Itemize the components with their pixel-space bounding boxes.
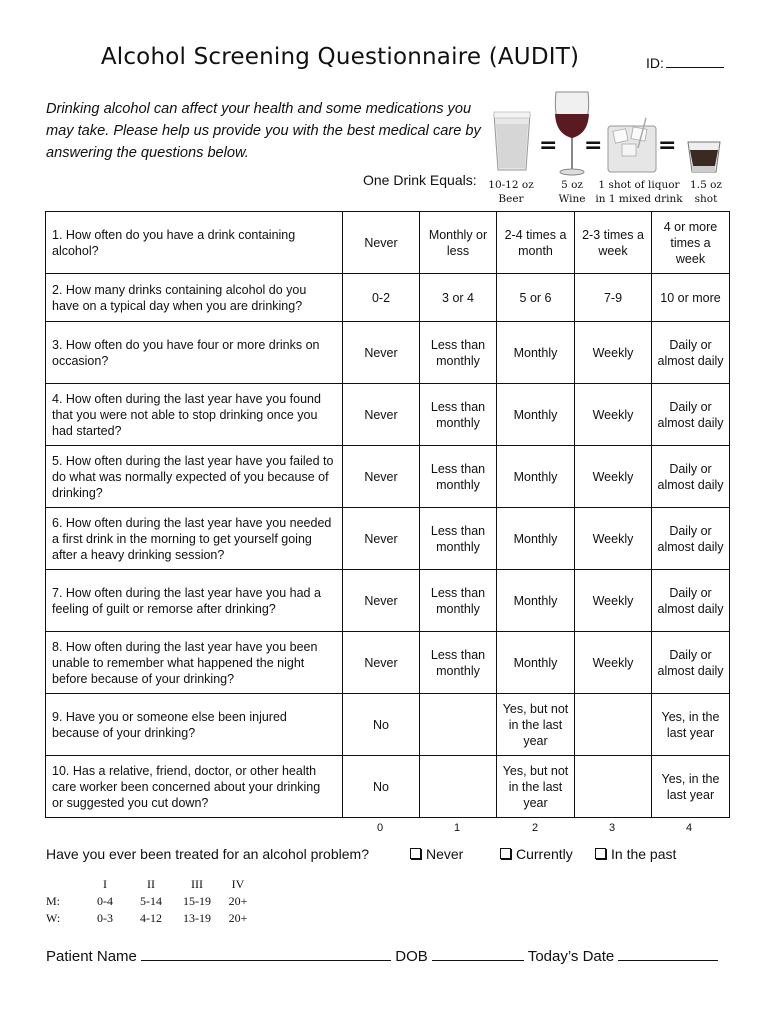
- answer-option-cell[interactable]: [420, 756, 497, 818]
- answer-option-cell[interactable]: Weekly: [575, 322, 652, 384]
- question-text: 1. How often do you have a drink containing alcohol?: [46, 212, 343, 274]
- answer-option-cell[interactable]: Weekly: [575, 384, 652, 446]
- treated-question: Have you ever been treated for an alcohol problem?: [46, 846, 369, 862]
- women-label: W:: [46, 911, 61, 925]
- answer-option-cell[interactable]: Weekly: [575, 632, 652, 694]
- drink-caption-mixed: [592, 178, 686, 206]
- question-row: [46, 508, 730, 570]
- women-range: 13-19: [183, 911, 211, 925]
- answer-option-cell[interactable]: Monthly: [497, 446, 575, 508]
- option-label: In the past: [611, 846, 677, 862]
- score-label-2: 2: [531, 822, 539, 834]
- patient-name-field[interactable]: [141, 946, 391, 961]
- id-blank-line[interactable]: [666, 55, 724, 68]
- question-text: 5. How often during the last year have you failed to do what was normally expected of you because of drinking?: [46, 446, 343, 508]
- intro-text: Drinking alcohol can affect your health and some medications you may take. Please help us provide you with the best medical care by answering the questions below.: [46, 101, 481, 161]
- answer-option-cell[interactable]: Yes, in the last year: [652, 694, 730, 756]
- question-row: [46, 384, 730, 446]
- scoring-zones: [46, 876, 256, 927]
- answer-option-cell[interactable]: Less than monthly: [420, 322, 497, 384]
- zone-label: III: [191, 877, 203, 891]
- drink-caption-beer: [486, 178, 536, 206]
- dob-field[interactable]: [432, 946, 524, 961]
- answer-option-cell[interactable]: 5 or 6: [497, 274, 575, 322]
- treated-option-never[interactable]: [410, 846, 463, 862]
- drink-caption-line: 1 shot of liquor: [598, 179, 680, 191]
- answer-option-cell[interactable]: [575, 756, 652, 818]
- answer-option-cell[interactable]: Never: [343, 212, 420, 274]
- answer-option-cell[interactable]: Daily or almost daily: [652, 570, 730, 632]
- answer-option-cell[interactable]: Yes, in the last year: [652, 756, 730, 818]
- drink-caption-wine: [552, 178, 592, 206]
- score-label-1: 1: [453, 822, 461, 834]
- answer-option-cell[interactable]: No: [343, 756, 420, 818]
- checkbox-icon[interactable]: [500, 848, 511, 859]
- page-title: Alcohol Screening Questionnaire (AUDIT): [100, 44, 580, 70]
- equals-sign-1: =: [539, 133, 558, 158]
- drink-caption-line: shot: [694, 193, 718, 205]
- answer-option-cell[interactable]: Yes, but not in the last year: [497, 694, 575, 756]
- answer-option-cell[interactable]: Monthly: [497, 632, 575, 694]
- answer-option-cell[interactable]: 2-4 times a month: [497, 212, 575, 274]
- drink-caption-line: Beer: [498, 193, 524, 205]
- answer-option-cell[interactable]: Daily or almost daily: [652, 508, 730, 570]
- equals-sign-3: =: [658, 133, 677, 158]
- score-label-3: 3: [608, 822, 616, 834]
- answer-option-cell[interactable]: Monthly: [497, 508, 575, 570]
- answer-option-cell[interactable]: Never: [343, 322, 420, 384]
- mixed-drink-icon: [608, 118, 656, 172]
- question-text: 4. How often during the last year have you found that you were not able to stop drinking once you had started?: [46, 384, 343, 446]
- answer-option-cell[interactable]: 4 or more times a week: [652, 212, 730, 274]
- answer-option-cell[interactable]: Never: [343, 508, 420, 570]
- answer-option-cell[interactable]: Yes, but not in the last year: [497, 756, 575, 818]
- drink-caption-shot: [686, 178, 726, 206]
- answer-option-cell[interactable]: Never: [343, 446, 420, 508]
- answer-option-cell[interactable]: Never: [343, 570, 420, 632]
- question-text: 3. How often do you have four or more drinks on occasion?: [46, 322, 343, 384]
- option-label: Never: [426, 846, 464, 862]
- question-row: [46, 274, 730, 322]
- answer-option-cell[interactable]: 3 or 4: [420, 274, 497, 322]
- answer-option-cell[interactable]: Weekly: [575, 570, 652, 632]
- answer-option-cell[interactable]: Less than monthly: [420, 446, 497, 508]
- men-range: 20+: [228, 894, 248, 908]
- question-row: [46, 322, 730, 384]
- question-text: 7. How often during the last year have you had a feeling of guilt or remorse after drinking?: [46, 570, 343, 632]
- todays-date-field[interactable]: [618, 946, 718, 961]
- zone-label: II: [147, 877, 155, 891]
- men-label: M:: [46, 894, 61, 908]
- question-text: 9. Have you or someone else been injured because of your drinking?: [46, 694, 343, 756]
- one-drink-label: One Drink Equals:: [363, 172, 477, 188]
- answer-option-cell[interactable]: Less than monthly: [420, 632, 497, 694]
- id-field[interactable]: [646, 55, 724, 71]
- answer-option-cell[interactable]: Less than monthly: [420, 570, 497, 632]
- treated-option-past[interactable]: [595, 846, 676, 862]
- men-range: 15-19: [183, 894, 211, 908]
- checkbox-icon[interactable]: [595, 848, 606, 859]
- question-row: [46, 694, 730, 756]
- answer-option-cell[interactable]: Weekly: [575, 508, 652, 570]
- answer-option-cell[interactable]: Daily or almost daily: [652, 446, 730, 508]
- score-label-4: 4: [685, 822, 693, 834]
- drink-caption-line: in 1 mixed drink: [595, 193, 683, 205]
- answer-option-cell[interactable]: Daily or almost daily: [652, 632, 730, 694]
- dob-label: DOB: [395, 948, 428, 965]
- equals-sign-2: =: [584, 133, 603, 158]
- question-text: 2. How many drinks containing alcohol do you have on a typical day when you are drinking?: [46, 274, 343, 322]
- answer-option-cell[interactable]: Never: [343, 384, 420, 446]
- answer-option-cell[interactable]: Less than monthly: [420, 508, 497, 570]
- answer-option-cell[interactable]: Daily or almost daily: [652, 384, 730, 446]
- drink-caption-line: 1.5 oz: [690, 179, 722, 191]
- answer-option-cell[interactable]: Daily or almost daily: [652, 322, 730, 384]
- women-range: 4-12: [140, 911, 162, 925]
- answer-option-cell[interactable]: [575, 694, 652, 756]
- drink-equivalents: [486, 88, 726, 213]
- answer-option-cell[interactable]: Monthly: [497, 570, 575, 632]
- id-label: ID:: [646, 55, 664, 71]
- shot-glass-icon: [688, 142, 720, 172]
- answer-option-cell[interactable]: 0-2: [343, 274, 420, 322]
- question-row: [46, 212, 730, 274]
- men-range: 5-14: [140, 894, 162, 908]
- question-row: [46, 756, 730, 818]
- drink-caption-line: Wine: [558, 193, 586, 205]
- zone-label: I: [103, 877, 107, 891]
- men-range: 0-4: [97, 894, 113, 908]
- option-label: Currently: [516, 846, 573, 862]
- question-text: 6. How often during the last year have you needed a first drink in the morning to get yourself going after a heavy drinking session?: [46, 508, 343, 570]
- question-text: 8. How often during the last year have you been unable to remember what happened the night before because of your drinking?: [46, 632, 343, 694]
- answer-option-cell[interactable]: Monthly: [497, 322, 575, 384]
- treated-option-currently[interactable]: [500, 846, 573, 862]
- answer-option-cell[interactable]: 10 or more: [652, 274, 730, 322]
- question-text: 10. Has a relative, friend, doctor, or other health care worker been concerned about your drinking or suggested you cut down?: [46, 756, 343, 818]
- audit-questionnaire-table: [45, 211, 730, 818]
- checkbox-icon[interactable]: [410, 848, 421, 859]
- drink-equivalents-illustration: [486, 88, 726, 180]
- question-row: [46, 446, 730, 508]
- answer-option-cell[interactable]: Monthly or less: [420, 212, 497, 274]
- answer-option-cell[interactable]: Monthly: [497, 384, 575, 446]
- women-range: 20+: [228, 911, 248, 925]
- answer-option-cell[interactable]: 2-3 times a week: [575, 212, 652, 274]
- todays-date-label: Today’s Date: [527, 948, 615, 965]
- patient-name-label: Patient Name: [46, 948, 137, 965]
- answer-option-cell[interactable]: No: [343, 694, 420, 756]
- answer-option-cell[interactable]: [420, 694, 497, 756]
- question-row: [46, 570, 730, 632]
- patient-info-footer: [46, 946, 718, 965]
- answer-option-cell[interactable]: Never: [343, 632, 420, 694]
- question-row: [46, 632, 730, 694]
- women-range: 0-3: [97, 911, 113, 925]
- beer-glass-icon: [494, 112, 530, 170]
- answer-option-cell[interactable]: Less than monthly: [420, 384, 497, 446]
- answer-option-cell[interactable]: Weekly: [575, 446, 652, 508]
- drink-caption-line: 10-12 oz: [488, 179, 534, 191]
- zone-label: IV: [231, 877, 245, 891]
- answer-option-cell[interactable]: 7-9: [575, 274, 652, 322]
- score-label-0: 0: [376, 822, 384, 834]
- drink-caption-line: 5 oz: [561, 179, 583, 191]
